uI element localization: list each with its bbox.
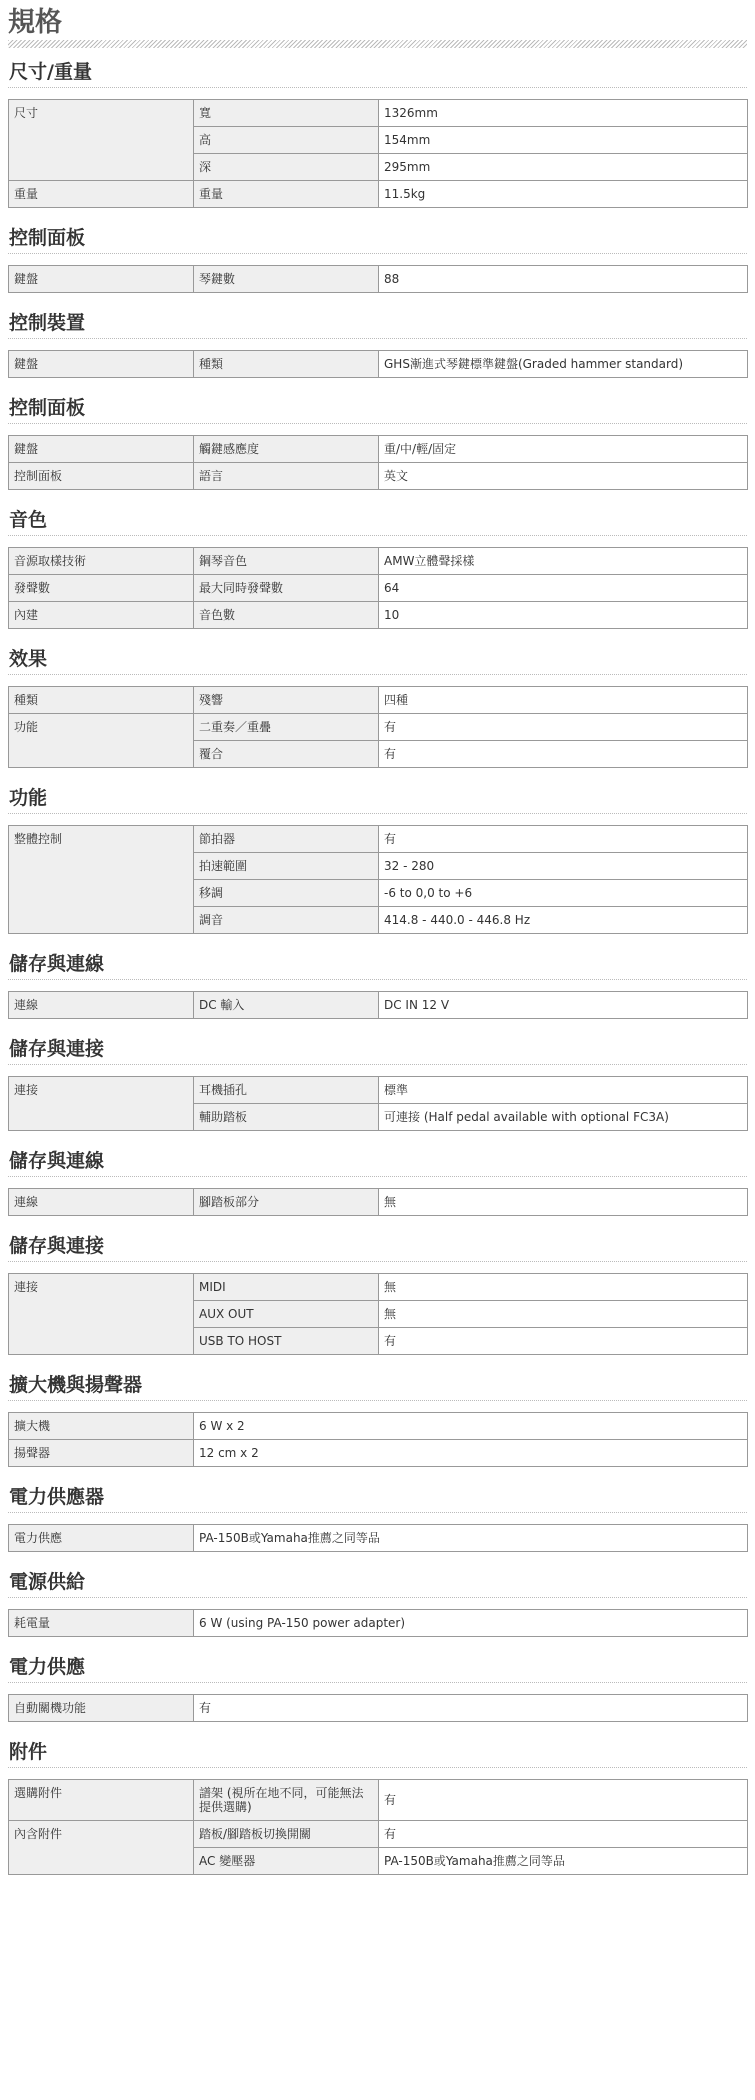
- section-title-connections-2: 儲存與連接: [8, 1226, 747, 1262]
- section-title-controls: 控制裝置: [8, 303, 747, 339]
- row-key: 調音: [194, 907, 379, 934]
- spec-table-pedal-unit: [8, 1188, 748, 1216]
- row-value: AMW立體聲採樣: [379, 548, 748, 575]
- row-key: 鋼琴音色: [194, 548, 379, 575]
- row-value: 有: [379, 826, 748, 853]
- row-value: 四種: [379, 687, 748, 714]
- spec-table-keyboard-type: [8, 350, 748, 378]
- table-row: [9, 575, 748, 602]
- row-key: 耳機插孔: [194, 1077, 379, 1104]
- spec-table-power-consumption: [8, 1609, 748, 1637]
- table-row: [9, 1189, 748, 1216]
- row-value: 12 cm x 2: [194, 1440, 748, 1467]
- row-label: 自動關機功能: [9, 1695, 194, 1722]
- section-title-connectivity: 儲存與連線: [8, 944, 747, 980]
- table-row: [9, 1077, 748, 1104]
- row-label: 功能: [9, 714, 194, 768]
- section-title-dimensions: 尺寸/重量: [8, 52, 747, 88]
- row-key: 音色數: [194, 602, 379, 629]
- row-value: 有: [379, 1328, 748, 1355]
- row-value: PA-150B或Yamaha推薦之同等品: [379, 1848, 748, 1875]
- row-label: 鍵盤: [9, 436, 194, 463]
- row-value: 無: [379, 1301, 748, 1328]
- spec-table-dimensions: [8, 99, 748, 208]
- section-title-connectivity-2: 儲存與連線: [8, 1141, 747, 1177]
- spec-table-power-adapter: [8, 1524, 748, 1552]
- row-value: 1326mm: [379, 100, 748, 127]
- table-row: [9, 100, 748, 127]
- title-divider: [8, 40, 747, 48]
- row-key: USB TO HOST: [194, 1328, 379, 1355]
- table-row: [9, 463, 748, 490]
- row-key: MIDI: [194, 1274, 379, 1301]
- table-row: [9, 826, 748, 853]
- row-label: 種類: [9, 687, 194, 714]
- row-key: AUX OUT: [194, 1301, 379, 1328]
- row-key: 節拍器: [194, 826, 379, 853]
- row-label: 連接: [9, 1274, 194, 1355]
- row-value: 英文: [379, 463, 748, 490]
- spec-table-auto-power-off: [8, 1694, 748, 1722]
- page-title: 規格: [8, 7, 62, 38]
- row-key: 腳踏板部分: [194, 1189, 379, 1216]
- row-key: 寬: [194, 100, 379, 127]
- row-value: 6 W (using PA-150 power adapter): [194, 1610, 748, 1637]
- row-value: 414.8 - 440.0 - 446.8 Hz: [379, 907, 748, 934]
- row-key: 踏板/腳踏板切換開關: [194, 1821, 379, 1848]
- table-row: [9, 266, 748, 293]
- row-label: 揚聲器: [9, 1440, 194, 1467]
- row-key: 拍速範圍: [194, 853, 379, 880]
- table-row: [9, 1780, 748, 1821]
- spec-table-keys: [8, 265, 748, 293]
- row-label: 耗電量: [9, 1610, 194, 1637]
- row-label: 發聲數: [9, 575, 194, 602]
- row-key: 種類: [194, 351, 379, 378]
- row-label: 電力供應: [9, 1525, 194, 1552]
- row-label: 擴大機: [9, 1413, 194, 1440]
- spec-table-effects: [8, 686, 748, 768]
- row-value: 有: [379, 1821, 748, 1848]
- row-key: 二重奏／重疊: [194, 714, 379, 741]
- row-key: 輔助踏板: [194, 1104, 379, 1131]
- row-value: -6 to 0,0 to +6: [379, 880, 748, 907]
- row-value: 可連接 (Half pedal available with optional FC3A): [379, 1104, 748, 1131]
- spec-table-accessories: [8, 1779, 748, 1875]
- row-key: 重量: [194, 181, 379, 208]
- row-value: 無: [379, 1274, 748, 1301]
- row-value: 有: [194, 1695, 748, 1722]
- spec-table-jacks: [8, 1076, 748, 1131]
- row-key: 語言: [194, 463, 379, 490]
- section-title-amplifiers: 擴大機與揚聲器: [8, 1365, 747, 1401]
- row-label: 內建: [9, 602, 194, 629]
- row-label: 選購附件: [9, 1780, 194, 1821]
- row-value: 6 W x 2: [194, 1413, 748, 1440]
- row-key: 高: [194, 127, 379, 154]
- section-title-power-supply: 電源供給: [8, 1562, 747, 1598]
- table-row: [9, 351, 748, 378]
- section-title-power-adapter: 電力供應器: [8, 1477, 747, 1513]
- row-label: 連線: [9, 992, 194, 1019]
- section-title-connections: 儲存與連接: [8, 1029, 747, 1065]
- table-row: [9, 1440, 748, 1467]
- section-title-control-panel: 控制面板: [8, 218, 747, 254]
- row-key: 譜架 (視所在地不同，可能無法提供選購): [194, 1780, 379, 1821]
- spec-table-amplifiers: [8, 1412, 748, 1467]
- row-value: 64: [379, 575, 748, 602]
- table-row: [9, 1413, 748, 1440]
- row-value: 標準: [379, 1077, 748, 1104]
- row-key: 琴鍵數: [194, 266, 379, 293]
- section-title-voices: 音色: [8, 500, 747, 536]
- table-row: [9, 1274, 748, 1301]
- row-key: 觸鍵感應度: [194, 436, 379, 463]
- row-label: 內含附件: [9, 1821, 194, 1875]
- row-key: DC 輸入: [194, 992, 379, 1019]
- table-row: [9, 687, 748, 714]
- section-title-accessories: 附件: [8, 1732, 747, 1768]
- row-label: 音源取樣技術: [9, 548, 194, 575]
- row-value: 有: [379, 714, 748, 741]
- table-row: [9, 714, 748, 741]
- section-title-effects: 效果: [8, 639, 747, 675]
- row-key: 深: [194, 154, 379, 181]
- spec-table-voices: [8, 547, 748, 629]
- row-label: 控制面板: [9, 463, 194, 490]
- row-label: 尺寸: [9, 100, 194, 181]
- row-value: 154mm: [379, 127, 748, 154]
- table-row: [9, 1525, 748, 1552]
- section-title-power: 電力供應: [8, 1647, 747, 1683]
- row-value: 32 - 280: [379, 853, 748, 880]
- row-label: 整體控制: [9, 826, 194, 934]
- table-row: [9, 602, 748, 629]
- row-label: 連線: [9, 1189, 194, 1216]
- row-value: 有: [379, 1780, 748, 1821]
- row-label: 鍵盤: [9, 351, 194, 378]
- row-value: 重/中/輕/固定: [379, 436, 748, 463]
- row-value: 295mm: [379, 154, 748, 181]
- row-key: 覆合: [194, 741, 379, 768]
- row-value: 11.5kg: [379, 181, 748, 208]
- row-key: 最大同時發聲數: [194, 575, 379, 602]
- table-row: [9, 1610, 748, 1637]
- row-label: 重量: [9, 181, 194, 208]
- row-key: 移調: [194, 880, 379, 907]
- spec-table-dc-in: [8, 991, 748, 1019]
- section-title-functions: 功能: [8, 778, 747, 814]
- table-row: [9, 436, 748, 463]
- row-value: 有: [379, 741, 748, 768]
- row-key: 殘響: [194, 687, 379, 714]
- table-row: [9, 1695, 748, 1722]
- row-key: AC 變壓器: [194, 1848, 379, 1875]
- row-value: GHS漸進式琴鍵標準鍵盤(Graded hammer standard): [379, 351, 748, 378]
- table-row: [9, 1821, 748, 1848]
- spec-table-functions: [8, 825, 748, 934]
- row-value: PA-150B或Yamaha推薦之同等品: [194, 1525, 748, 1552]
- section-title-control-panel-2: 控制面板: [8, 388, 747, 424]
- spec-table-ports: [8, 1273, 748, 1355]
- row-label: 連接: [9, 1077, 194, 1131]
- row-value: 10: [379, 602, 748, 629]
- row-label: 鍵盤: [9, 266, 194, 293]
- table-row: [9, 181, 748, 208]
- table-row: [9, 548, 748, 575]
- table-row: [9, 992, 748, 1019]
- row-value: 88: [379, 266, 748, 293]
- spec-table-touch: [8, 435, 748, 490]
- row-value: DC IN 12 V: [379, 992, 748, 1019]
- row-value: 無: [379, 1189, 748, 1216]
